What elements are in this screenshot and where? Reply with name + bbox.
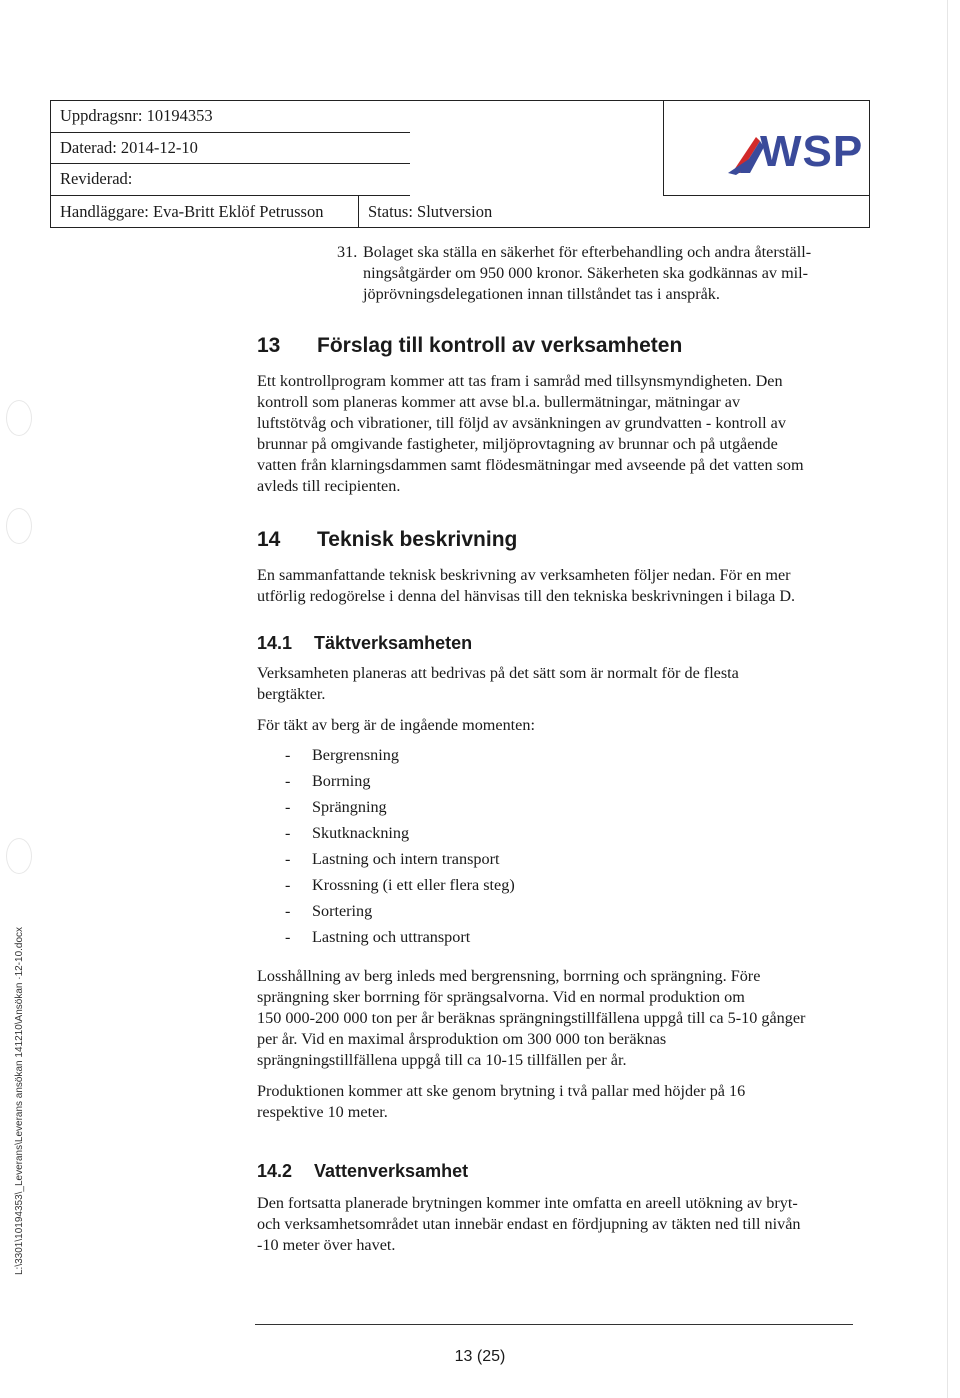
- document-header: [50, 100, 870, 228]
- section-heading-14-1: [257, 631, 867, 655]
- logo-cell: [663, 101, 869, 196]
- wsp-logo-text: WSP: [760, 127, 864, 176]
- section-14-1-paragraph-2: [257, 1081, 867, 1123]
- section-title: Vattenverksamhet: [314, 1161, 469, 1181]
- section-13-paragraph: [257, 371, 867, 497]
- page-number: 13 (25): [454, 1348, 506, 1365]
- text-line: Losshållning av berg inleds med bergrensning, borrning och sprängning. Före: [257, 967, 761, 985]
- section-title: Förslag till kontroll av verksamheten: [317, 334, 683, 357]
- section-14-2-paragraph: [257, 1193, 867, 1256]
- text-line: luftstötvåg och vibrationer, till följd av avsänkningen av grundvatten - kontroll av: [257, 414, 786, 432]
- section-heading-13: [257, 333, 867, 359]
- text-line: kontroll som planeras kommer att avse bl.a. bullermätningar, mätningar av: [257, 393, 741, 411]
- section-14-paragraph: [257, 565, 867, 607]
- handler-status-row: [51, 196, 869, 227]
- section-title: Teknisk beskrivning: [317, 528, 518, 551]
- moments-list: [257, 742, 867, 950]
- list-item: - Krossning (i ett eller flera steg): [285, 876, 515, 894]
- text-line: 150 000-200 000 ton per år beräknas sprängningstillfällena uppgå till ca 5-10 gånger: [257, 1009, 806, 1027]
- handler: Handläggare: Eva-Britt Eklöf Petrusson: [60, 202, 324, 221]
- list-item: - Skutknackning: [285, 824, 410, 842]
- section-heading-14-2: [257, 1159, 867, 1183]
- text-line: ningsåtgärder om 950 000 kronor. Säkerheten ska godkännas av mil-: [363, 264, 809, 282]
- list-item: - Lastning och uttransport: [285, 928, 471, 946]
- text-line: brunnar på omgivande fastigheter, miljöprovtagning av brunnar och på utgående: [257, 435, 778, 453]
- list-item: - Sortering: [285, 902, 373, 920]
- text-line: -10 meter över havet.: [257, 1236, 396, 1254]
- text-line: Ett kontrollprogram kommer att tas fram i samråd med tillsynsmyndigheten. Den: [257, 372, 783, 390]
- assignment-number: Uppdragsnr: 10194353: [51, 101, 410, 133]
- text-line: Produktionen kommer att ske genom brytning i två pallar med höjder på 16: [257, 1082, 746, 1100]
- item-number: 31.: [337, 243, 358, 261]
- text-line: utförlig redogörelse i denna del hänvisas till den tekniska beskrivningen i bilaga D.: [257, 587, 796, 605]
- revised: Reviderad:: [51, 164, 410, 196]
- punch-hole: [6, 400, 32, 436]
- section-number: 14.2: [257, 1161, 293, 1181]
- text-line: och verksamhetsområdet utan innebär endast en fördjupning av täkten ned till nivån: [257, 1215, 801, 1233]
- text-line: sprängningstillfällena uppgå till ca 10-15 tillfällen per år.: [257, 1051, 627, 1069]
- section-number: 14.1: [257, 633, 293, 653]
- list-item: - Sprängning: [285, 798, 387, 816]
- moments-intro: För täkt av berg är de ingående momenten:: [257, 716, 535, 734]
- page-edge: [947, 0, 948, 1398]
- footer-rule: [255, 1324, 853, 1325]
- text-line: En sammanfattande teknisk beskrivning av verksamheten följer nedan. För en mer: [257, 566, 791, 584]
- list-item: - Lastning och intern transport: [285, 850, 500, 868]
- section-14-1-intro: [257, 663, 867, 705]
- text-line: avleds till recipienten.: [257, 477, 401, 495]
- text-line: Verksamheten planeras att bedrivas på det sätt som är normalt för de flesta: [257, 664, 739, 682]
- section-14-1-paragraph-1: [257, 966, 867, 1071]
- text-line: Bolaget ska ställa en säkerhet för efterbehandling och andra återställ-: [363, 243, 812, 261]
- text-line: sprängning sker borrning för sprängsalvorna. Vid en normal produktion om: [257, 988, 745, 1006]
- punch-hole: [6, 508, 32, 544]
- punch-hole: [6, 838, 32, 874]
- section-number: 14: [257, 528, 281, 551]
- item-31: [337, 242, 888, 305]
- text-line: per år. Vid en maximal årsproduktion om 300 000 ton beräknas: [257, 1030, 667, 1048]
- text-line: jöprövningsdelegationen innan tillståndet tas i anspråk.: [363, 285, 720, 303]
- text-line: respektive 10 meter.: [257, 1103, 388, 1121]
- page-content: [257, 234, 867, 1256]
- cell-divider: [358, 196, 359, 227]
- date: Daterad: 2014-12-10: [51, 133, 410, 164]
- section-number: 13: [257, 334, 281, 357]
- text-line: bergtäkter.: [257, 685, 326, 703]
- section-title: Täktverksamheten: [314, 633, 473, 653]
- list-item: - Borrning: [285, 772, 371, 790]
- list-item: - Bergrensning: [285, 746, 399, 764]
- section-heading-14: [257, 527, 867, 553]
- text-line: vatten från klarningsdammen samt flödesmätningar med avseende på det vatten som: [257, 456, 804, 474]
- file-path-margin-text: L:\3301\10194353\_Leverans\Leverans ansökan 141210\Ansökan ·12-10.docx: [14, 926, 25, 1275]
- text-line: Den fortsatta planerade brytningen kommer inte omfatta en areell utökning av bryt-: [257, 1194, 798, 1212]
- status: Status: Slutversion: [368, 202, 493, 221]
